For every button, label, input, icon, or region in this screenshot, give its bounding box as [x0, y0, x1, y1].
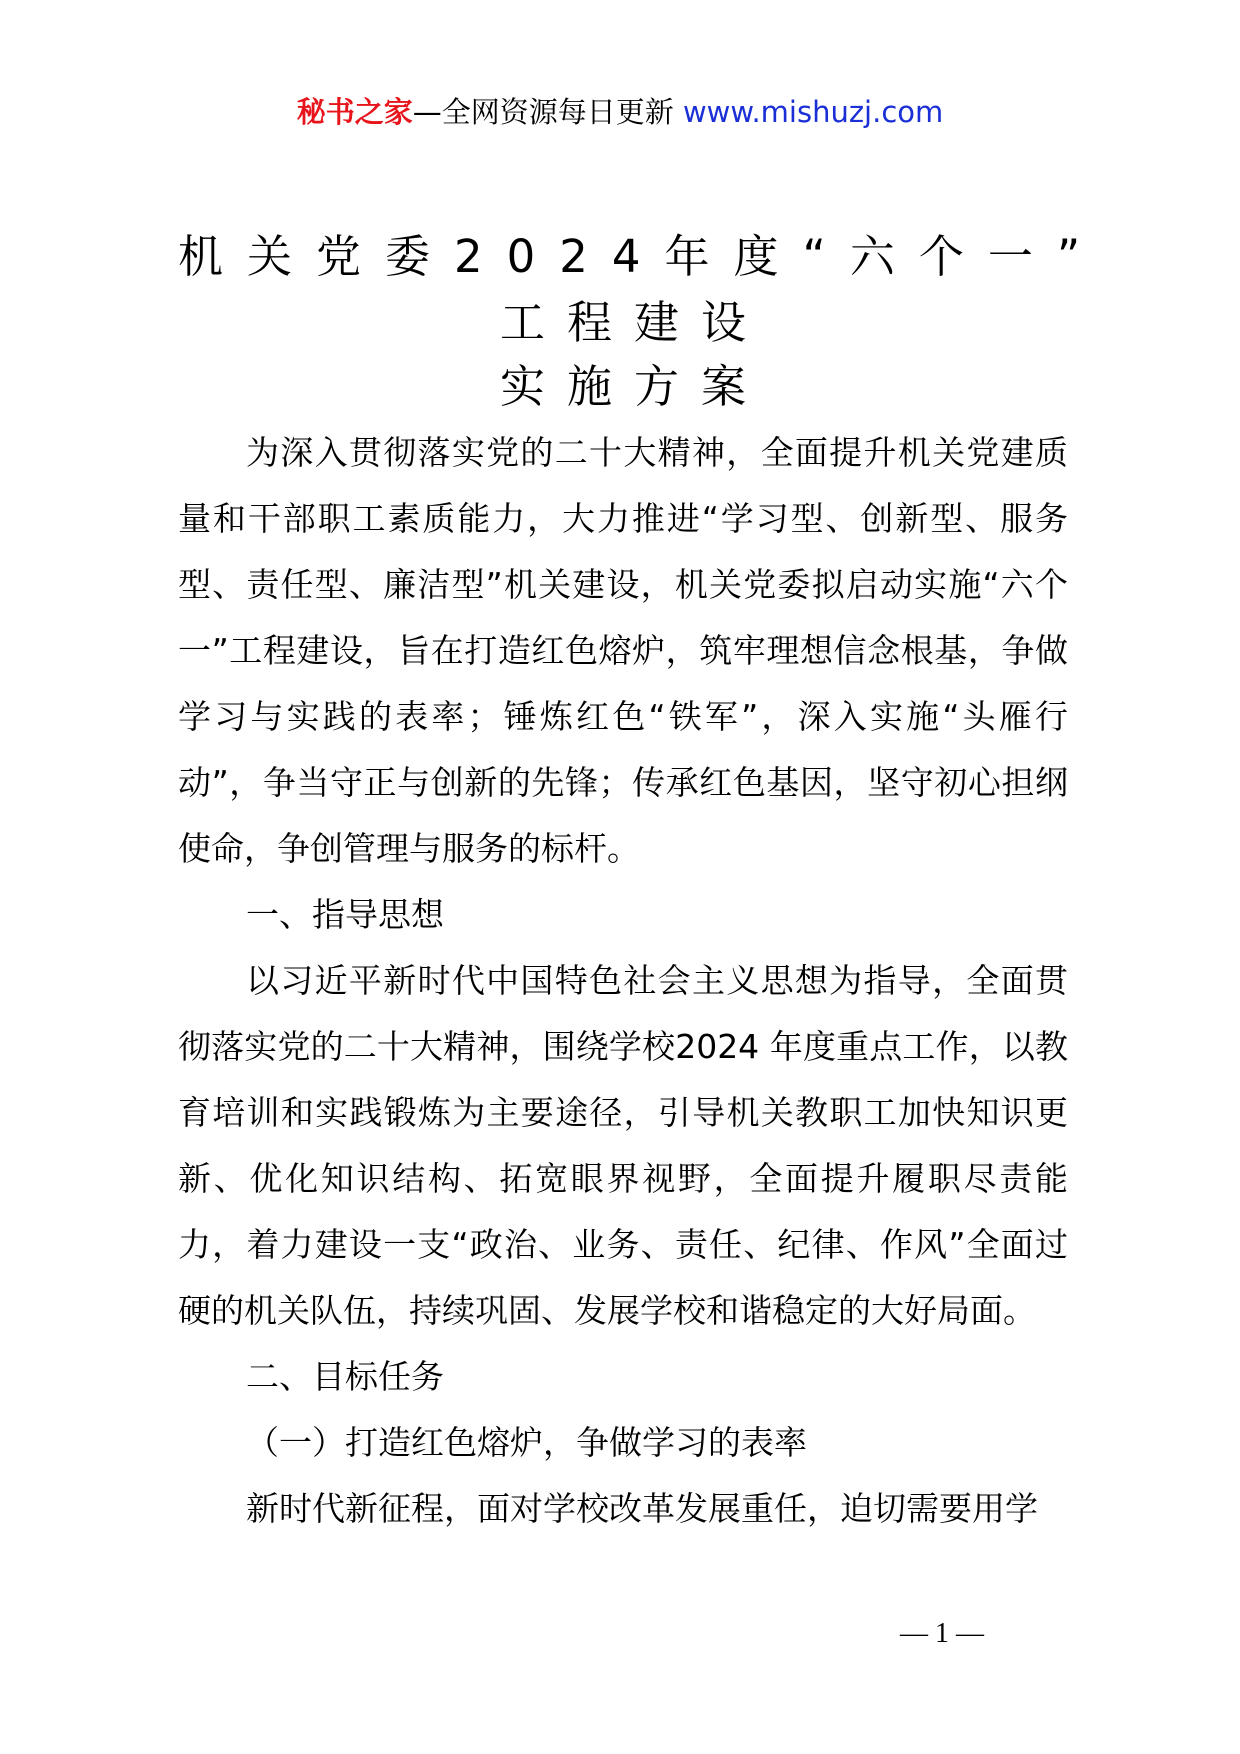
- intro-paragraph: 为深入贯彻落实党的二十大精神，全面提升机关党建质量和干部职工素质能力，大力推进“学习型、创新型、服务型、责任型、廉洁型”机关建设，机关党委拟启动实施“六个一”工程建设，旨在打造红色熔炉，筑牢理想信念根基，争做学习与实践的表率；锤炼红色“铁军”，深入实施“头雁行动”，争当守正与创新的先锋；传承红色基因，坚守初心担纲使命，争创管理与服务的标杆。: [178, 433, 1068, 868]
- document-title-line-3: 实施方案: [499, 360, 768, 413]
- site-banner: [0, 92, 1240, 132]
- guiding-ideology-paragraph: 以习近平新时代中国特色社会主义思想为指导，全面贯彻落实党的二十大精神，围绕学校2024 年度重点工作，以教育培训和实践锻炼为主要途径，引导机关教职工加快知识更新、优化知识结构、拓宽眼界视野，全面提升履职尽责能力，着力建设一支“政治、业务、责任、纪律、作风”全面过硬的机关队伍，持续巩固、发展学校和谐稳定的大好局面。: [178, 961, 1068, 1330]
- subsection-paragraph: 新时代新征程，面对学校改革发展重任，迫切需要用学: [246, 1489, 1038, 1528]
- section-heading-guiding-ideology: 一、指导思想: [246, 895, 444, 934]
- banner-slogan: —全网资源每日更新: [412, 95, 683, 129]
- page-number: — 1 —: [900, 1618, 984, 1649]
- banner-url-link[interactable]: www.mishuzj.com: [682, 95, 944, 129]
- document-title-line-1: 机关党委2024年度“六个一”: [178, 230, 1105, 283]
- banner-brand: 秘书之家: [296, 95, 413, 129]
- section-heading-goals-tasks: 二、目标任务: [246, 1357, 444, 1396]
- document-body: [178, 420, 1068, 1542]
- subsection-heading-1: （一）打造红色熔炉，争做学习的表率: [246, 1423, 807, 1462]
- document-title-line-2: 工程建设: [499, 296, 768, 349]
